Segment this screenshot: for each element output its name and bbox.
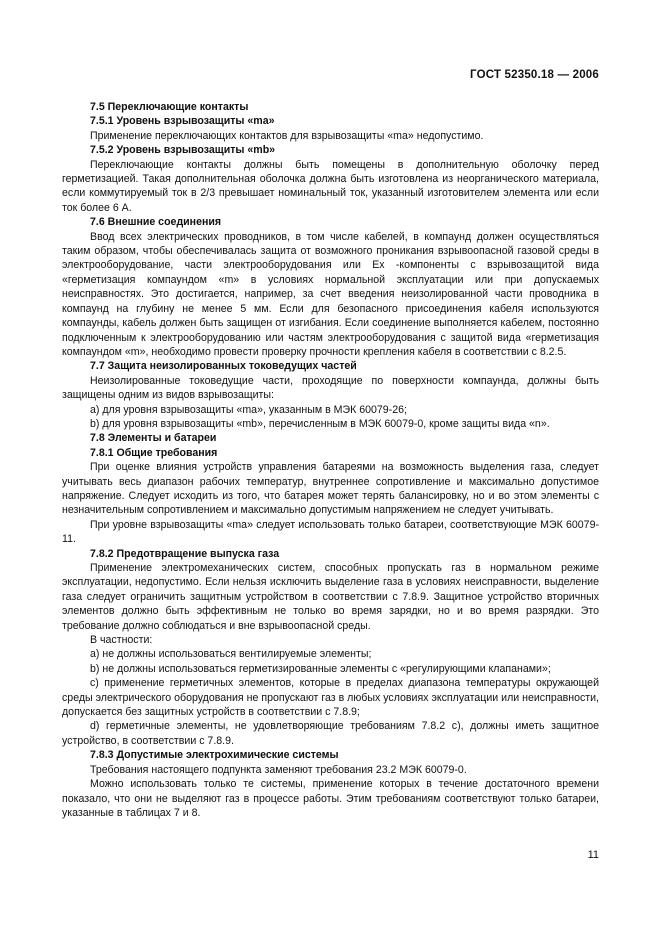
page-number: 11: [587, 849, 599, 861]
list-item: c) применение герметичных элементов, которые в пределах диапазона температуры окружающей среды электрического оборудования не пропускают газ в любых условиях эксплуатации или неисправности, допускается без защитных устройств в соответствии с 7.8.9;: [62, 677, 599, 719]
paragraph: Требования настоящего подпункта заменяют требования 23.2 МЭК 60079-0.: [90, 763, 467, 776]
paragraph: В частности:: [90, 634, 153, 647]
list-item: b) для уровня взрывозащиты «mb», перечисленным в МЭК 60079-0, кроме защиты вида «n».: [90, 417, 550, 430]
paragraph: Ввод всех электрических проводников, в том числе кабелей, в компаунд должен осуществляться таким образом, чтобы обеспечивалась защита от возможного проникания взрывоопасной газовой среды в электрооборудование, части электрооборудования или Ex -компоненты с взрывозащитой вида «герметизация компаундом «m» в условиях нормальной эксплуатации или при допускаемых неисправностях. Это достигается, например, за счет введения неизолированной части проводника в компаунд на глубину не менее 5 мм. Если для безопасного присоединения кабеля используются компаунды, кабель должен быть защищен от изгибания. Если соединение выполняется кабелем, постоянно подключенным к электрооборудованию или частям электрооборудования с защитой вида «герметизация компаундом «m», необходимо провести проверку прочности крепления кабеля в соответствии с 8.2.5.: [62, 230, 599, 358]
section-heading: 7.7 Защита неизолированных токоведущих частей: [90, 360, 357, 373]
paragraph: Применение электромеханических систем, способных пропускать газ в нормальном режиме эксплуатации, недопустимо. Если нельзя исключить выделение газа в условиях неисправности, выделение газа следует ограничить защитным устройством в соответствии с 7.8.9. Защитное устройство вторичных элементов должно быть эффективным не только во время зарядки, но и во время разрядки. Это требование должно соблюдаться и вне взрывоопасной среды.: [62, 562, 599, 632]
document-body: [62, 100, 599, 820]
section-heading: 7.6 Внешние соединения: [90, 216, 222, 229]
paragraph: Применение переключающих контактов для взрывозащиты «ma» недопустимо.: [90, 129, 484, 142]
paragraph: Можно использовать только те системы, применение которых в течение достаточного времени показало, что они не выделяют газ в процессе работы. Этим требованиям соответствуют только батареи, указанные в таблицах 7 и 8.: [62, 778, 599, 819]
subsection-heading: 7.5.2 Уровень взрывозащиты «mb»: [90, 144, 276, 157]
list-item: а) не должны использоваться вентилируемые элементы;: [90, 648, 372, 661]
list-item: b) не должны использоваться герметизированные элементы с «регулирующими клапанами»;: [90, 662, 551, 675]
document-header: ГОСТ 52350.18 — 2006: [470, 69, 599, 81]
subsection-heading: 7.8.2 Предотвращение выпуска газа: [90, 547, 280, 560]
paragraph: Неизолированные токоведущие части, проходящие по поверхности компаунда, должны быть защищены одним из видов взрывозащиты:: [62, 374, 599, 402]
paragraph: Переключающие контакты должны быть помещены в дополнительную оболочку перед герметизацией. Такая дополнительная оболочка должна быть изготовлена из неорганического материала, если коммутируемый ток в 2/3 превышает номинальный ток, указанный изготовителем элемента или если ток более 6 А.: [62, 158, 599, 214]
subsection-heading: 7.8.3 Допустимые электрохимические системы: [90, 749, 339, 762]
paragraph: При оценке влияния устройств управления батареями на возможность выделения газа, следует учитывать весь диапазон рабочих температур, внутреннее сопротивление и максимально допустимое напряжение. Следует исходить из того, что батарея может терять балансировку, но и во этом элементы с незначительным сопротивлением и максимально допустимым напряжением не следует учитывать.: [62, 461, 599, 517]
subsection-heading: 7.8.1 Общие требования: [90, 446, 218, 459]
list-item: d) герметичные элементы, не удовлетворяющие требованиям 7.8.2 с), должны иметь защитное устройство, в соответствии с 7.8.9.: [62, 720, 599, 747]
section-heading: 7.5 Переключающие контакты: [90, 101, 249, 113]
paragraph: При уровне взрывозащиты «ma» следует использовать только батареи, соответствующие МЭК 60079-11.: [62, 518, 599, 546]
section-heading: 7.8 Элементы и батареи: [90, 432, 217, 445]
subsection-heading: 7.5.1 Уровень взрывозащиты «ma»: [90, 115, 275, 128]
list-item: а) для уровня взрывозащиты «ma», указанным в МЭК 60079-26;: [90, 403, 407, 416]
